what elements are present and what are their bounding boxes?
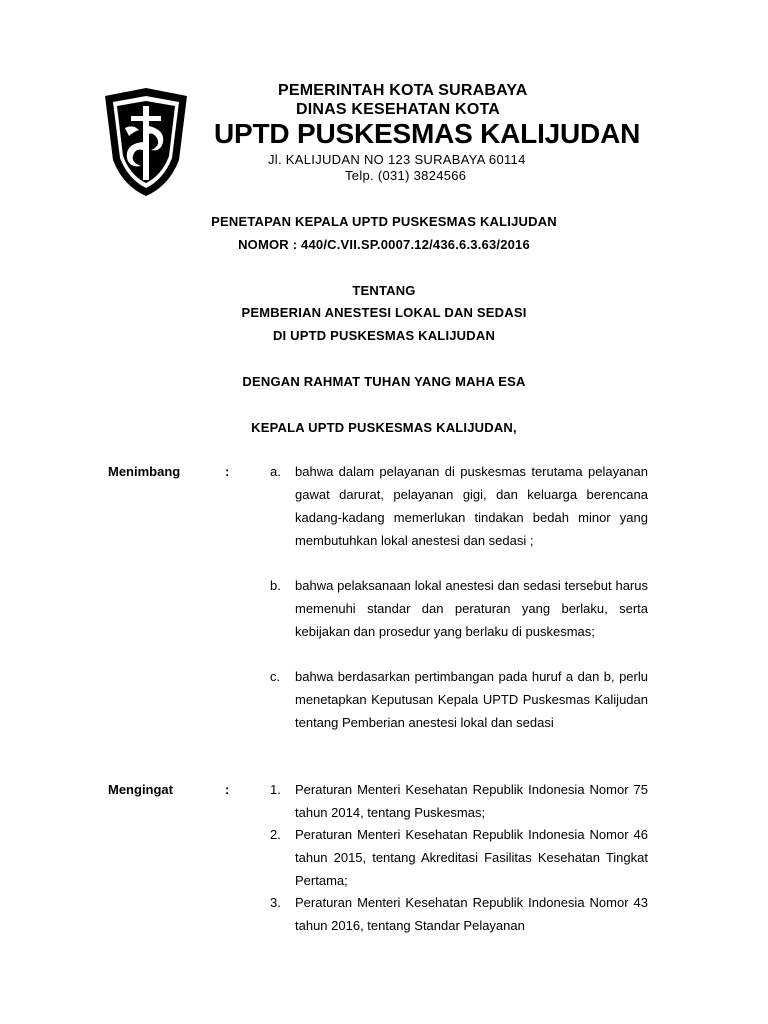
mengingat-label: Mengingat [108, 782, 173, 797]
list-marker: b. [270, 578, 281, 593]
list-marker: c. [270, 669, 281, 684]
decree-tentang: TENTANG [352, 283, 416, 298]
mengingat-item [270, 891, 648, 937]
list-marker: 3. [270, 895, 281, 910]
list-marker: a. [270, 464, 281, 479]
list-text: Peraturan Menteri Kesehatan Republik Indonesia Nomor 43 tahun 2016, tentang Standar Pelayanan [295, 895, 648, 933]
letterhead-phone: Telp. (031) 3824566 [345, 168, 467, 183]
letterhead-government: PEMERINTAH KOTA SURABAYA [278, 82, 528, 99]
decree-heading: PENETAPAN KEPALA UPTD PUSKESMAS KALIJUDAN [211, 214, 557, 229]
menimbang-label: Menimbang [108, 464, 181, 479]
mengingat-colon: : [225, 782, 230, 797]
surabaya-crest-icon [103, 86, 189, 198]
decree-blessing: DENGAN RAHMAT TUHAN YANG MAHA ESA [242, 374, 526, 389]
letterhead-department: DINAS KESEHATAN KOTA [296, 101, 500, 118]
decree-subject-line1: PEMBERIAN ANESTESI LOKAL DAN SEDASI [241, 305, 527, 320]
mengingat-item [270, 778, 648, 824]
decree-subject-line2: DI UPTD PUSKESMAS KALIJUDAN [272, 328, 496, 343]
list-marker: 2. [270, 827, 281, 842]
list-marker: 1. [270, 782, 281, 797]
letterhead-institution: UPTD PUSKESMAS KALIJUDAN [214, 118, 641, 149]
list-text: bahwa dalam pelayanan di puskesmas terutama pelayanan gawat darurat, pelayanan gigi, dan keluarga berencana kadang-kadang memerlukan tindakan bedah minor yang membutuhkan lokal anestesi dan sedasi ; [295, 464, 648, 548]
list-text: bahwa berdasarkan pertimbangan pada huruf a dan b, perlu menetapkan Keputusan Kepala UPTD Puskesmas Kalijudan tentang Pemberian anestesi lokal dan sedasi [295, 669, 648, 730]
mengingat-item [270, 823, 648, 892]
menimbang-item [270, 665, 648, 734]
menimbang-colon: : [225, 464, 230, 479]
letterhead-address: Jl. KALIJUDAN NO 123 SURABAYA 60114 [268, 152, 526, 167]
decree-number: NOMOR : 440/C.VII.SP.0007.12/436.6.3.63/2016 [238, 237, 530, 252]
list-text: Peraturan Menteri Kesehatan Republik Indonesia Nomor 75 tahun 2014, tentang Puskesmas; [295, 782, 648, 820]
list-text: bahwa pelaksanaan lokal anestesi dan sedasi tersebut harus memenuhi standar dan peraturan yang berlaku, serta kebijakan dan prosedur yang berlaku di puskesmas; [295, 578, 648, 639]
menimbang-item [270, 574, 648, 643]
list-text: Peraturan Menteri Kesehatan Republik Indonesia Nomor 46 tahun 2015, tentang Akreditasi Fasilitas Kesehatan Tingkat Pertama; [295, 827, 648, 888]
menimbang-item [270, 460, 648, 552]
decree-official: KEPALA UPTD PUSKESMAS KALIJUDAN, [251, 420, 517, 435]
